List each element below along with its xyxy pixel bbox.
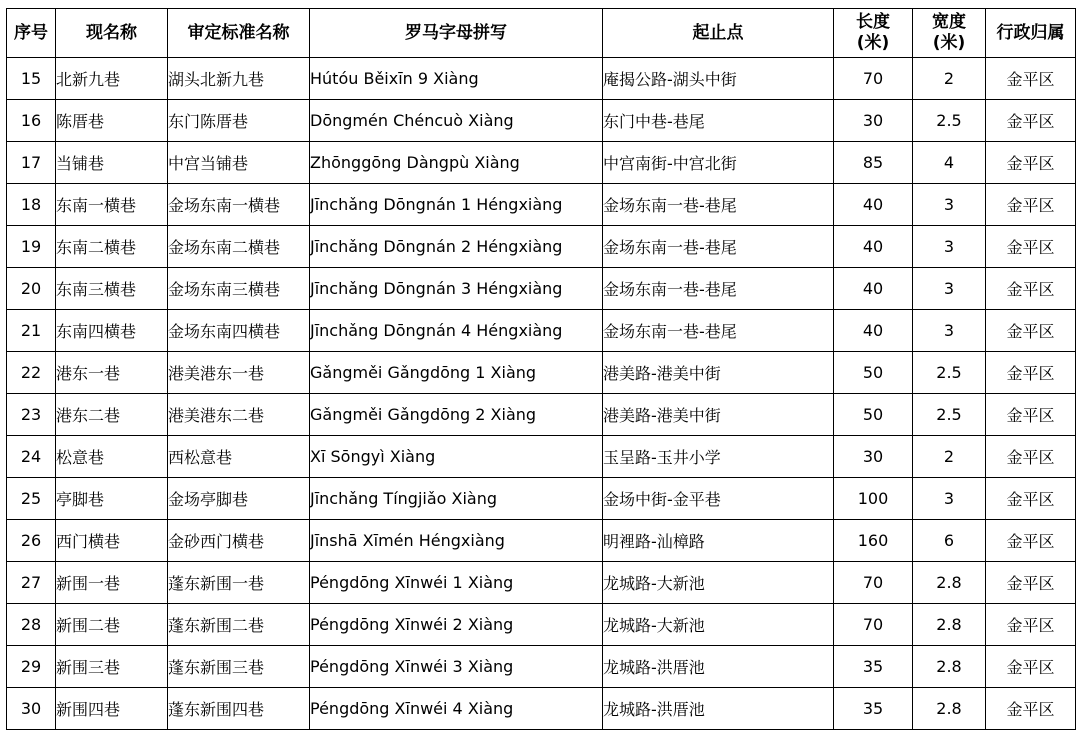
cell-length: 100: [834, 478, 913, 520]
cell-seq: 25: [7, 478, 56, 520]
table-row: [7, 142, 1076, 184]
cell-current-name: 当铺巷: [56, 142, 168, 184]
table-row: [7, 562, 1076, 604]
cell-endpoints: 龙城路-洪厝池: [603, 646, 834, 688]
cell-current-name: 松意巷: [56, 436, 168, 478]
cell-district: 金平区: [986, 562, 1076, 604]
street-name-table: [6, 8, 1076, 730]
cell-current-name: 东南一横巷: [56, 184, 168, 226]
cell-width: 3: [913, 310, 986, 352]
cell-standard-name: 金场东南二横巷: [168, 226, 310, 268]
cell-standard-name: 蓬东新围三巷: [168, 646, 310, 688]
table-row: [7, 100, 1076, 142]
cell-romanization: Dōngmén Chéncuò Xiàng: [310, 100, 603, 142]
cell-current-name: 北新九巷: [56, 58, 168, 100]
cell-width: 3: [913, 226, 986, 268]
cell-seq: 18: [7, 184, 56, 226]
table-row: [7, 436, 1076, 478]
cell-seq: 22: [7, 352, 56, 394]
cell-endpoints: 金场东南一巷-巷尾: [603, 268, 834, 310]
table-row: [7, 226, 1076, 268]
cell-district: 金平区: [986, 184, 1076, 226]
cell-seq: 30: [7, 688, 56, 730]
cell-romanization: Jīnshā Xīmén Héngxiàng: [310, 520, 603, 562]
cell-current-name: 东南三横巷: [56, 268, 168, 310]
cell-width: 2.8: [913, 688, 986, 730]
cell-standard-name: 蓬东新围二巷: [168, 604, 310, 646]
cell-standard-name: 东门陈厝巷: [168, 100, 310, 142]
cell-district: 金平区: [986, 58, 1076, 100]
cell-current-name: 东南二横巷: [56, 226, 168, 268]
cell-romanization: Gǎngměi Gǎngdōng 2 Xiàng: [310, 394, 603, 436]
cell-endpoints: 玉呈路-玉井小学: [603, 436, 834, 478]
cell-current-name: 新围三巷: [56, 646, 168, 688]
cell-district: 金平区: [986, 268, 1076, 310]
cell-length: 30: [834, 436, 913, 478]
cell-current-name: 新围一巷: [56, 562, 168, 604]
table-row: [7, 604, 1076, 646]
cell-district: 金平区: [986, 310, 1076, 352]
cell-width: 4: [913, 142, 986, 184]
header-row: [7, 9, 1076, 58]
cell-romanization: Jīnchǎng Dōngnán 1 Héngxiàng: [310, 184, 603, 226]
cell-endpoints: 东门中巷-巷尾: [603, 100, 834, 142]
cell-district: 金平区: [986, 478, 1076, 520]
table-row: [7, 352, 1076, 394]
cell-standard-name: 港美港东一巷: [168, 352, 310, 394]
cell-romanization: Jīnchǎng Dōngnán 4 Héngxiàng: [310, 310, 603, 352]
cell-seq: 20: [7, 268, 56, 310]
cell-length: 85: [834, 142, 913, 184]
cell-standard-name: 蓬东新围四巷: [168, 688, 310, 730]
cell-current-name: 东南四横巷: [56, 310, 168, 352]
cell-width: 2.8: [913, 562, 986, 604]
cell-romanization: Péngdōng Xīnwéi 2 Xiàng: [310, 604, 603, 646]
cell-district: 金平区: [986, 688, 1076, 730]
cell-current-name: 西门横巷: [56, 520, 168, 562]
cell-endpoints: 金场东南一巷-巷尾: [603, 184, 834, 226]
cell-width: 2: [913, 58, 986, 100]
cell-romanization: Péngdōng Xīnwéi 4 Xiàng: [310, 688, 603, 730]
cell-endpoints: 中宫南街-中宫北街: [603, 142, 834, 184]
cell-endpoints: 港美路-港美中街: [603, 352, 834, 394]
cell-seq: 19: [7, 226, 56, 268]
table-row: [7, 310, 1076, 352]
cell-width: 2: [913, 436, 986, 478]
cell-current-name: 港东一巷: [56, 352, 168, 394]
cell-romanization: Gǎngměi Gǎngdōng 1 Xiàng: [310, 352, 603, 394]
cell-length: 50: [834, 394, 913, 436]
header-width: [913, 9, 986, 58]
cell-romanization: Hútóu Běixīn 9 Xiàng: [310, 58, 603, 100]
cell-width: 2.8: [913, 604, 986, 646]
cell-endpoints: 龙城路-洪厝池: [603, 688, 834, 730]
cell-endpoints: 金场东南一巷-巷尾: [603, 226, 834, 268]
cell-width: 3: [913, 184, 986, 226]
cell-district: 金平区: [986, 520, 1076, 562]
cell-current-name: 新围二巷: [56, 604, 168, 646]
cell-endpoints: 金场东南一巷-巷尾: [603, 310, 834, 352]
cell-width: 6: [913, 520, 986, 562]
cell-length: 70: [834, 604, 913, 646]
cell-width: 2.8: [913, 646, 986, 688]
header-seq: 序号: [7, 9, 56, 58]
cell-district: 金平区: [986, 142, 1076, 184]
header-district: 行政归属: [986, 9, 1076, 58]
cell-romanization: Zhōnggōng Dàngpù Xiàng: [310, 142, 603, 184]
cell-current-name: 亭脚巷: [56, 478, 168, 520]
table-row: [7, 58, 1076, 100]
cell-endpoints: 港美路-港美中街: [603, 394, 834, 436]
cell-length: 40: [834, 268, 913, 310]
header-endpoints: 起止点: [603, 9, 834, 58]
header-current-name: 现名称: [56, 9, 168, 58]
table-row: [7, 478, 1076, 520]
cell-standard-name: 金场东南三横巷: [168, 268, 310, 310]
header-width-label: 宽度: [932, 12, 966, 32]
table-row: [7, 268, 1076, 310]
cell-length: 70: [834, 562, 913, 604]
cell-district: 金平区: [986, 394, 1076, 436]
cell-endpoints: 龙城路-大新池: [603, 562, 834, 604]
cell-standard-name: 金场东南一横巷: [168, 184, 310, 226]
cell-endpoints: 庵揭公路-湖头中街: [603, 58, 834, 100]
cell-length: 40: [834, 184, 913, 226]
table-row: [7, 394, 1076, 436]
cell-current-name: 新围四巷: [56, 688, 168, 730]
table-row: [7, 688, 1076, 730]
cell-seq: 29: [7, 646, 56, 688]
cell-length: 50: [834, 352, 913, 394]
cell-endpoints: 金场中街-金平巷: [603, 478, 834, 520]
cell-width: 2.5: [913, 394, 986, 436]
cell-district: 金平区: [986, 436, 1076, 478]
cell-seq: 17: [7, 142, 56, 184]
cell-seq: 15: [7, 58, 56, 100]
cell-seq: 23: [7, 394, 56, 436]
cell-district: 金平区: [986, 646, 1076, 688]
header-standard-name: 审定标准名称: [168, 9, 310, 58]
cell-length: 35: [834, 646, 913, 688]
cell-standard-name: 中宫当铺巷: [168, 142, 310, 184]
cell-seq: 24: [7, 436, 56, 478]
cell-romanization: Péngdōng Xīnwéi 3 Xiàng: [310, 646, 603, 688]
header-length-unit: (米): [856, 33, 890, 53]
header-length-label: 长度: [856, 12, 890, 32]
cell-district: 金平区: [986, 226, 1076, 268]
cell-romanization: Xī Sōngyì Xiàng: [310, 436, 603, 478]
cell-standard-name: 西松意巷: [168, 436, 310, 478]
cell-standard-name: 金场东南四横巷: [168, 310, 310, 352]
header-length: [834, 9, 913, 58]
cell-width: 3: [913, 478, 986, 520]
table-row: [7, 520, 1076, 562]
cell-district: 金平区: [986, 352, 1076, 394]
cell-length: 30: [834, 100, 913, 142]
cell-length: 35: [834, 688, 913, 730]
cell-length: 40: [834, 310, 913, 352]
cell-current-name: 陈厝巷: [56, 100, 168, 142]
cell-seq: 21: [7, 310, 56, 352]
cell-length: 40: [834, 226, 913, 268]
header-romanization: 罗马字母拼写: [310, 9, 603, 58]
cell-width: 2.5: [913, 352, 986, 394]
cell-length: 70: [834, 58, 913, 100]
cell-seq: 27: [7, 562, 56, 604]
cell-district: 金平区: [986, 100, 1076, 142]
cell-endpoints: 明裡路-汕樟路: [603, 520, 834, 562]
cell-length: 160: [834, 520, 913, 562]
cell-romanization: Jīnchǎng Dōngnán 3 Héngxiàng: [310, 268, 603, 310]
cell-seq: 28: [7, 604, 56, 646]
cell-seq: 16: [7, 100, 56, 142]
cell-standard-name: 港美港东二巷: [168, 394, 310, 436]
cell-width: 3: [913, 268, 986, 310]
cell-standard-name: 金场亭脚巷: [168, 478, 310, 520]
cell-seq: 26: [7, 520, 56, 562]
cell-district: 金平区: [986, 604, 1076, 646]
cell-standard-name: 湖头北新九巷: [168, 58, 310, 100]
cell-romanization: Jīnchǎng Tíngjiǎo Xiàng: [310, 478, 603, 520]
cell-romanization: Jīnchǎng Dōngnán 2 Héngxiàng: [310, 226, 603, 268]
table-body: [7, 58, 1076, 730]
table-row: [7, 184, 1076, 226]
cell-endpoints: 龙城路-大新池: [603, 604, 834, 646]
cell-width: 2.5: [913, 100, 986, 142]
header-width-unit: (米): [932, 33, 966, 53]
cell-standard-name: 蓬东新围一巷: [168, 562, 310, 604]
cell-romanization: Péngdōng Xīnwéi 1 Xiàng: [310, 562, 603, 604]
cell-current-name: 港东二巷: [56, 394, 168, 436]
table-row: [7, 646, 1076, 688]
cell-standard-name: 金砂西门横巷: [168, 520, 310, 562]
